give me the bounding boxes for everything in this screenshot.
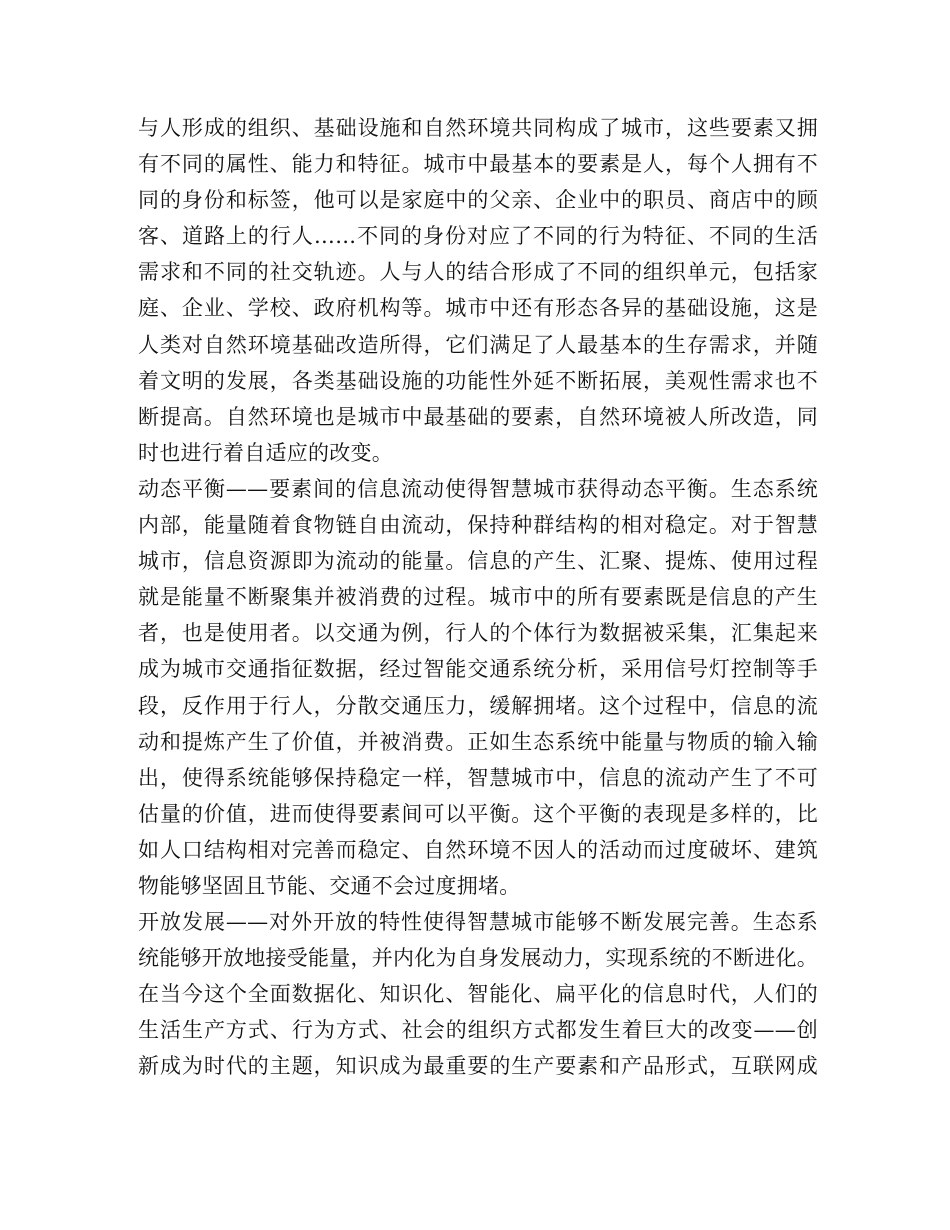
text-line: 出，使得系统能够保持稳定一样，智慧城市中，信息的流动产生了不可 (138, 765, 818, 790)
text-line: 统能够开放地接受能量，并内化为自身发展动力，实现系统的不断进化。 (138, 946, 818, 971)
text-line: 就是能量不断聚集并被消费的过程。城市中的所有要素既是信息的产生 (138, 585, 818, 610)
text-line: 有不同的属性、能力和特征。城市中最基本的要素是人，每个人拥有不 (138, 152, 818, 177)
text-line: 内部，能量随着食物链自由流动，保持种群结构的相对稳定。对于智慧 (138, 513, 818, 538)
text-line: 者，也是使用者。以交通为例，行人的个体行为数据被采集，汇集起来 (138, 621, 818, 646)
text-line: 在当今这个全面数据化、知识化、智能化、扁平化的信息时代，人们的 (138, 982, 818, 1007)
text-line: 估量的价值，进而使得要素间可以平衡。这个平衡的表现是多样的，比 (138, 801, 818, 826)
text-line: 同的身份和标签，他可以是家庭中的父亲、企业中的职员、商店中的顾 (138, 188, 818, 213)
text-line: 成为城市交通指征数据，经过智能交通系统分析，采用信号灯控制等手 (138, 657, 818, 682)
text-line: 着文明的发展，各类基础设施的功能性外延不断拓展，美观性需求也不 (138, 368, 818, 393)
text-line: 动和提炼产生了价值，并被消费。正如生态系统中能量与物质的输入输 (138, 729, 818, 754)
body-text (138, 110, 818, 1085)
text-line: 段，反作用于行人，分散交通压力，缓解拥堵。这个过程中，信息的流 (138, 693, 818, 718)
text-line: 物能够坚固且节能、交通不会过度拥堵。 (138, 873, 521, 898)
text-line: 需求和不同的社交轨迹。人与人的结合形成了不同的组织单元，包括家 (138, 260, 818, 285)
text-line: 时也进行着自适应的改变。 (138, 440, 393, 465)
paragraph-open-development (138, 904, 818, 1084)
text-line: 生活生产方式、行为方式、社会的组织方式都发生着巨大的改变——创 (138, 1018, 818, 1043)
text-line: 动态平衡——要素间的信息流动使得智慧城市获得动态平衡。生态系统 (138, 476, 818, 501)
text-line: 客、道路上的行人……不同的身份对应了不同的行为特征、不同的生活 (138, 224, 818, 249)
text-line: 与人形成的组织、基础设施和自然环境共同构成了城市，这些要素又拥 (138, 116, 818, 140)
paragraph-elements (138, 110, 818, 471)
text-line: 开放发展——对外开放的特性使得智慧城市能够不断发展完善。生态系 (138, 910, 818, 935)
paragraph-dynamic-balance (138, 471, 818, 904)
text-line: 如人口结构相对完善而稳定、自然环境不因人的活动而过度破坏、建筑 (138, 837, 818, 862)
text-line: 新成为时代的主题，知识成为最重要的生产要素和产品形式，互联网成 (138, 1054, 818, 1079)
text-line: 人类对自然环境基础改造所得，它们满足了人最基本的生存需求，并随 (138, 332, 818, 357)
text-line: 庭、企业、学校、政府机构等。城市中还有形态各异的基础设施，这是 (138, 296, 818, 321)
text-line: 断提高。自然环境也是城市中最基础的要素，自然环境被人所改造，同 (138, 404, 818, 429)
text-line: 城市，信息资源即为流动的能量。信息的产生、汇聚、提炼、使用过程 (138, 549, 818, 574)
